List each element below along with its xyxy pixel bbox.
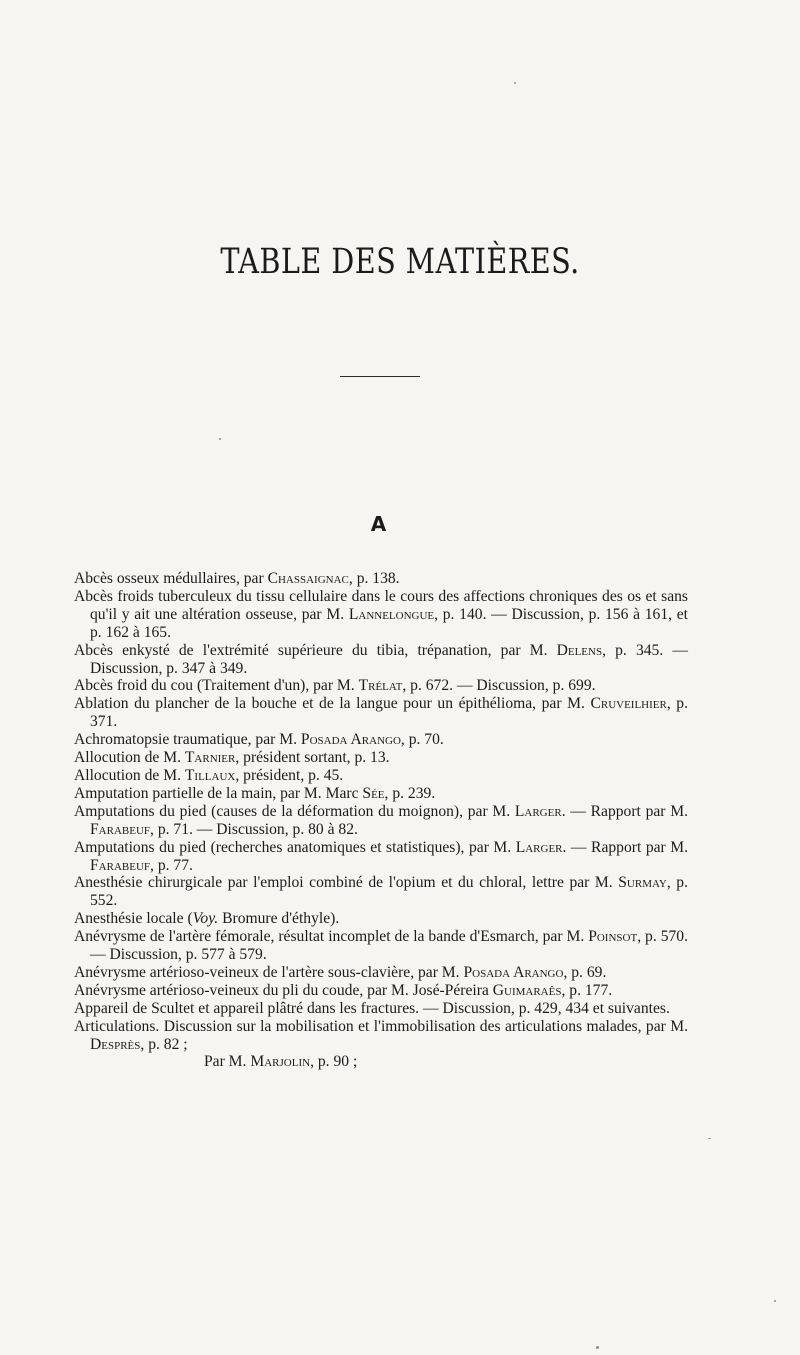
index-entry: Abcès froid du cou (Traitement d'un), par M. Trélat, p. 672. — Discussion, p. 699. — [74, 677, 596, 695]
author-name: Poinsot — [588, 928, 638, 946]
author-name: Tillaux — [184, 766, 236, 784]
index-entry: Amputations du pied (recherches anatomiques et statistiques), par M. Larger. — Rapport par M. Farabeuf, p. 77. — [74, 838, 689, 874]
author-name: Delens — [556, 641, 603, 659]
index-entry: Ablation du plancher de la bouche et de la langue pour un épithélioma, par M. Cruveilhier, p. 371. — [74, 695, 688, 731]
author-name: Tarnier — [184, 749, 236, 767]
scan-speck — [596, 1346, 599, 1349]
scan-speck — [708, 1138, 711, 1139]
author-name: Lannelongue — [348, 605, 435, 623]
page-title: TABLE DES MATIÈRES. — [220, 242, 580, 282]
author-name: Posada Arango — [300, 731, 401, 749]
index-entry-continuation: Par M. Marjolin, p. 90 ; — [204, 1053, 358, 1071]
index-entry: Abcès froids tuberculeux du tissu cellulaire dans le cours des affections chroniques des os et sans qu'il y ait une altération osseuse, par M. Lannelongue, p. 140. — Discussion, p. 156 à 161, et p. 162 à 165. — [74, 587, 688, 641]
author-name: Desprès — [90, 1035, 141, 1053]
index-entries — [74, 570, 688, 1071]
index-entry: Anévrysme artérioso-veineux de l'artère sous-clavière, par M. Posada Arango, p. 69. — [74, 963, 607, 981]
author-name: Chassaignac — [267, 570, 349, 587]
index-entry: Achromatopsie traumatique, par M. Posada Arango, p. 70. — [74, 731, 444, 749]
author-name: Larger — [515, 838, 563, 856]
author-name: Guimaraês — [492, 981, 562, 999]
index-entry: Allocution de M. Tillaux, président, p. 45. — [74, 766, 344, 784]
scan-speck — [514, 82, 516, 84]
author-name: Larger — [514, 802, 562, 820]
title-divider — [340, 376, 420, 377]
index-entry: Articulations. Discussion sur la mobilisation et l'immobilisation des articulations malades, par M. Desprès, p. 82 ; — [74, 1017, 688, 1053]
index-entry: Abcès enkysté de l'extrémité supérieure du tibia, trépanation, par M. Delens, p. 345. — Discussion, p. 347 à 349. — [74, 641, 688, 677]
index-entry: Anévrysme artérioso-veineux du pli du coude, par M. José-Péreira Guimaraês, p. 177. — [74, 981, 613, 999]
index-entry: Allocution de M. Tarnier, président sortant, p. 13. — [74, 749, 390, 767]
section-letter: A — [370, 512, 387, 536]
author-name: Sée — [362, 784, 385, 802]
index-entry: Amputation partielle de la main, par M. Marc Sée, p. 239. — [74, 784, 436, 802]
author-name: Cruveilhier — [590, 695, 667, 713]
index-entry: Anévrysme de l'artère fémorale, résultat incomplet de la bande d'Esmarch, par M. Poinsot, p. 570. — Discussion, p. 577 à 579. — [74, 928, 688, 964]
index-entry: Anesthésie locale (Voy. Bromure d'éthyle). — [74, 910, 340, 928]
author-name: Posada Arango — [463, 963, 564, 981]
italic-ref: Voy. — [192, 910, 219, 928]
author-name: Farabeuf — [90, 856, 151, 874]
index-entry: Appareil de Scultet et appareil plâtré dans les fractures. — Discussion, p. 429, 434 et suivantes. — [74, 999, 670, 1017]
index-entry: Anesthésie chirurgicale par l'emploi combiné de l'opium et du chloral, lettre par M. Surmay, p. 552. — [74, 874, 688, 910]
index-entry: Amputations du pied (causes de la déformation du moignon), par M. Larger. — Rapport par M. Farabeuf, p. 71. — Discussion, p. 80 à 82. — [74, 802, 688, 838]
author-name: Trélat — [358, 677, 403, 695]
index-entry: Abcès osseux médullaires, par Chassaignac, p. 138. — [74, 570, 400, 587]
author-name: Farabeuf — [90, 820, 151, 838]
author-name: Marjolin — [250, 1053, 311, 1071]
scan-speck — [774, 1300, 776, 1302]
scan-speck — [219, 438, 221, 440]
author-name: Surmay — [618, 874, 667, 892]
